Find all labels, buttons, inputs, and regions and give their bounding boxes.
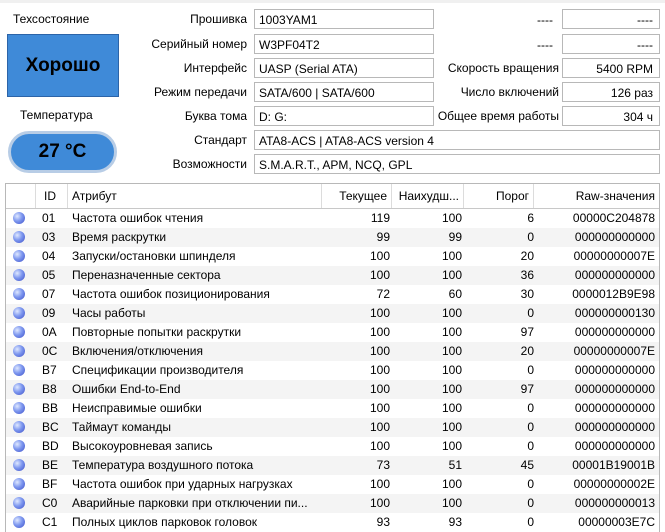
col-header-status[interactable]: [6, 184, 36, 208]
cell-current: 100: [369, 439, 390, 453]
status-dot-icon: [13, 307, 25, 319]
cell-raw: 00000003E7C: [578, 515, 655, 529]
standard-value: ATA8-ACS | ATA8-ACS version 4: [254, 130, 660, 150]
table-row[interactable]: [6, 475, 659, 494]
cell-current: 72: [376, 287, 390, 301]
cell-id: C1: [42, 515, 58, 529]
serial-label: Серийный номер: [151, 37, 247, 51]
cell-current: 99: [376, 230, 390, 244]
cell-threshold: 0: [527, 477, 534, 491]
status-dot-icon: [13, 288, 25, 300]
cell-worst: 100: [441, 268, 462, 282]
firmware-label: Прошивка: [190, 12, 247, 26]
cell-current: 100: [369, 477, 390, 491]
cell-worst: 100: [441, 401, 462, 415]
cell-id: 03: [42, 230, 56, 244]
table-header: [6, 184, 659, 209]
cell-attribute: Включения/отключения: [72, 344, 203, 358]
cell-worst: 100: [441, 496, 462, 510]
cell-worst: 100: [441, 306, 462, 320]
cell-threshold: 45: [520, 458, 534, 472]
cell-worst: 100: [441, 344, 462, 358]
cell-current: 73: [376, 458, 390, 472]
cell-raw: 000000000000: [574, 230, 655, 244]
cell-current: 100: [369, 496, 390, 510]
table-row[interactable]: [6, 228, 659, 247]
cell-threshold: 0: [527, 363, 534, 377]
cell-current: 100: [369, 268, 390, 282]
transfer-mode-value: SATA/600 | SATA/600: [254, 82, 434, 102]
cell-raw: 000000000130: [574, 306, 655, 320]
status-dot-icon: [13, 478, 25, 490]
cell-threshold: 0: [527, 515, 534, 529]
status-dot-icon: [13, 326, 25, 338]
col-header-worst[interactable]: Наихудш...: [392, 184, 464, 208]
cell-attribute: Спецификации производителя: [72, 363, 244, 377]
cell-id: BF: [42, 477, 58, 491]
cell-attribute: Полных циклов парковок головок: [72, 515, 258, 529]
interface-value: UASP (Serial ATA): [254, 58, 434, 78]
cell-worst: 100: [441, 439, 462, 453]
cell-attribute: Время раскрутки: [72, 230, 167, 244]
cell-id: BB: [42, 401, 59, 415]
table-row[interactable]: [6, 266, 659, 285]
unknown-field-2: ----: [438, 34, 560, 54]
cell-attribute: Частота ошибок при ударных нагрузках: [72, 477, 293, 491]
cell-raw: 000000000000: [574, 420, 655, 434]
cell-worst: 93: [448, 515, 462, 529]
cell-id: 0C: [42, 344, 58, 358]
cell-worst: 51: [448, 458, 462, 472]
cell-attribute: Частота ошибок чтения: [72, 211, 204, 225]
serial-value: W3PF04T2: [254, 34, 434, 54]
cell-current: 93: [376, 515, 390, 529]
cell-id: C0: [42, 496, 58, 510]
top-edge-strip: [0, 0, 665, 3]
rotation-speed-value: 5400 RPM: [562, 58, 660, 78]
temperature-badge[interactable]: 27 °C: [8, 131, 117, 173]
cell-current: 100: [369, 420, 390, 434]
cell-raw: 00000C204878: [572, 211, 655, 225]
cell-attribute: Температура воздушного потока: [72, 458, 254, 472]
features-value: S.M.A.R.T., APM, NCQ, GPL: [254, 154, 660, 174]
cell-raw: 0000012B9E98: [572, 287, 655, 301]
status-dot-icon: [13, 402, 25, 414]
cell-current: 100: [369, 344, 390, 358]
cell-threshold: 97: [520, 325, 534, 339]
table-row[interactable]: [6, 304, 659, 323]
power-on-hours-label: Общее время работы: [437, 109, 559, 123]
cell-threshold: 0: [527, 439, 534, 453]
table-row[interactable]: [6, 513, 659, 532]
cell-threshold: 0: [527, 306, 534, 320]
table-row[interactable]: [6, 323, 659, 342]
status-dot-icon: [13, 440, 25, 452]
cell-worst: 100: [441, 477, 462, 491]
cell-threshold: 36: [520, 268, 534, 282]
cell-worst: 99: [448, 230, 462, 244]
cell-id: BC: [42, 420, 59, 434]
cell-attribute: Повторные попытки раскрутки: [72, 325, 242, 339]
status-dot-icon: [13, 497, 25, 509]
firmware-value: 1003YAM1: [254, 9, 434, 29]
cell-raw: 000000000000: [574, 325, 655, 339]
table-row[interactable]: [6, 247, 659, 266]
cell-raw: 00000000002E: [573, 477, 655, 491]
cell-threshold: 6: [527, 211, 534, 225]
cell-raw: 000000000000: [574, 363, 655, 377]
col-header-attribute[interactable]: Атрибут: [68, 184, 322, 208]
table-row[interactable]: [6, 418, 659, 437]
cell-attribute: Аварийные парковки при отключении пи...: [72, 496, 308, 510]
cell-current: 100: [369, 325, 390, 339]
features-label: Возможности: [172, 157, 247, 171]
transfer-mode-label: Режим передачи: [154, 85, 247, 99]
cell-attribute: Запуски/остановки шпинделя: [72, 249, 236, 263]
cell-threshold: 20: [520, 344, 534, 358]
health-label: Техсостояние: [13, 12, 90, 26]
cell-raw: 00000000007E: [573, 344, 655, 358]
status-dot-icon: [13, 459, 25, 471]
col-header-raw[interactable]: Raw-значения: [575, 189, 655, 203]
cell-attribute: Часы работы: [72, 306, 146, 320]
cell-attribute: Высокоуровневая запись: [72, 439, 213, 453]
col-header-threshold[interactable]: Порог: [464, 184, 534, 208]
cell-current: 100: [369, 306, 390, 320]
cell-threshold: 0: [527, 401, 534, 415]
cell-current: 119: [370, 211, 390, 225]
status-dot-icon: [13, 516, 25, 528]
table-row[interactable]: [6, 285, 659, 304]
smart-attributes-table[interactable]: [5, 183, 660, 532]
unknown-field-1: ----: [438, 9, 560, 29]
volume-value: D: G:: [254, 106, 434, 126]
cell-current: 100: [369, 249, 390, 263]
cell-attribute: Переназначенные сектора: [72, 268, 221, 282]
table-row[interactable]: [6, 437, 659, 456]
status-dot-icon: [13, 421, 25, 433]
cell-id: B7: [42, 363, 57, 377]
cell-attribute: Ошибки End-to-End: [72, 382, 181, 396]
cell-threshold: 0: [527, 496, 534, 510]
cell-threshold: 97: [520, 382, 534, 396]
cell-id: 04: [42, 249, 56, 263]
cell-id: BE: [42, 458, 59, 472]
table-row[interactable]: [6, 456, 659, 475]
cell-worst: 100: [441, 363, 462, 377]
unknown-value-2: ----: [562, 34, 660, 54]
cell-id: 01: [42, 211, 56, 225]
health-status-button[interactable]: Хорошо: [7, 34, 119, 97]
status-dot-icon: [13, 383, 25, 395]
power-on-count-label: Число включений: [460, 85, 559, 99]
cell-raw: 000000000000: [574, 401, 655, 415]
cell-id: 05: [42, 268, 56, 282]
cell-worst: 100: [441, 211, 462, 225]
cell-raw: 000000000000: [574, 382, 655, 396]
cell-worst: 100: [441, 420, 462, 434]
status-dot-icon: [13, 364, 25, 376]
cell-id: B8: [42, 382, 57, 396]
col-header-current[interactable]: Текущее: [322, 184, 392, 208]
standard-label: Стандарт: [194, 133, 247, 147]
table-row[interactable]: [6, 399, 659, 418]
cell-id: 07: [42, 287, 56, 301]
cell-worst: 100: [441, 382, 462, 396]
cell-current: 100: [369, 363, 390, 377]
table-row[interactable]: [6, 361, 659, 380]
cell-current: 100: [369, 401, 390, 415]
col-header-id[interactable]: ID: [36, 184, 68, 208]
cell-raw: 00001B19001B: [572, 458, 655, 472]
temperature-label: Температура: [20, 108, 93, 122]
cell-threshold: 0: [527, 420, 534, 434]
cell-current: 100: [369, 382, 390, 396]
cell-raw: 000000000013: [574, 496, 655, 510]
status-dot-icon: [13, 250, 25, 262]
power-on-hours-value: 304 ч: [562, 106, 660, 126]
status-dot-icon: [13, 212, 25, 224]
cell-id: 0A: [42, 325, 57, 339]
cell-raw: 000000000000: [574, 268, 655, 282]
cell-threshold: 0: [527, 230, 534, 244]
cell-threshold: 20: [520, 249, 534, 263]
table-row[interactable]: [6, 342, 659, 361]
cell-raw: 000000000000: [574, 439, 655, 453]
table-row[interactable]: [6, 380, 659, 399]
rotation-speed-label: Скорость вращения: [447, 61, 559, 75]
cell-attribute: Неисправимые ошибки: [72, 401, 202, 415]
cell-id: BD: [42, 439, 59, 453]
unknown-value-1: ----: [562, 9, 660, 29]
cell-id: 09: [42, 306, 56, 320]
cell-raw: 00000000007E: [573, 249, 655, 263]
power-on-count-value: 126 раз: [562, 82, 660, 102]
table-row[interactable]: [6, 209, 659, 228]
status-dot-icon: [13, 269, 25, 281]
cell-worst: 100: [441, 325, 462, 339]
interface-label: Интерфейс: [183, 61, 247, 75]
status-dot-icon: [13, 345, 25, 357]
status-dot-icon: [13, 231, 25, 243]
cell-worst: 60: [448, 287, 462, 301]
cell-attribute: Таймаут команды: [72, 420, 172, 434]
cell-attribute: Частота ошибок позиционирования: [72, 287, 270, 301]
cell-threshold: 30: [520, 287, 534, 301]
cell-worst: 100: [441, 249, 462, 263]
volume-label: Буква тома: [184, 109, 247, 123]
table-row[interactable]: [6, 494, 659, 513]
